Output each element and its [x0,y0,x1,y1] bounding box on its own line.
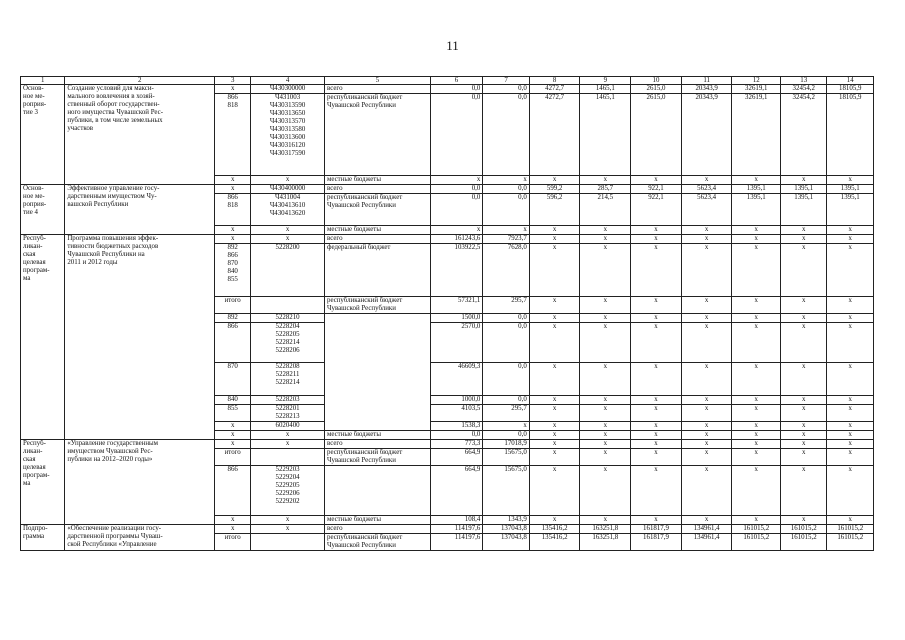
gr-code-cell: x [215,226,251,235]
value-cell: 0,0 [483,396,529,405]
kbk-code-cell: x [251,235,325,244]
value-cell: x [580,396,631,405]
funding-source-cell: местные бюджеты [325,431,431,440]
value-cell: x [732,226,781,235]
value-cell: 163251,8 [580,525,631,534]
kbk-code-cell: 6020400 [251,422,325,431]
value-cell: x [781,235,827,244]
table-row [21,185,874,194]
empty-cell [325,314,431,431]
value-cell: x [681,226,732,235]
value-cell: x [781,314,827,323]
value-cell: 1538,3 [430,422,483,431]
value-cell: x [580,422,631,431]
value-cell: 46609,3 [430,363,483,396]
value-cell: 15675,0 [483,449,529,466]
value-cell: x [529,297,580,314]
value-cell: 114197,6 [430,534,483,551]
value-cell: x [827,235,874,244]
value-cell: x [631,405,682,422]
value-cell: 1000,0 [430,396,483,405]
value-cell: 1395,1 [781,194,827,226]
gr-code-cell: x [215,422,251,431]
funding-source-cell: всего [325,85,431,94]
gr-code-cell: 892 [215,314,251,323]
value-cell: 0,0 [483,194,529,226]
value-cell: x [529,396,580,405]
value-cell: x [827,405,874,422]
table-row [21,525,874,534]
value-cell: x [827,363,874,396]
table-row [21,85,874,94]
value-cell: 32454,2 [781,85,827,94]
column-number-row [21,77,874,85]
value-cell: 114197,6 [430,525,483,534]
value-cell: 161817,9 [631,534,682,551]
value-cell: x [580,226,631,235]
value-cell: x [631,235,682,244]
value-cell: x [631,314,682,323]
value-cell: 664,9 [430,449,483,466]
value-cell: x [732,314,781,323]
value-cell: 17018,9 [483,440,529,449]
value-cell: x [827,297,874,314]
value-cell: x [827,516,874,525]
value-cell: x [732,422,781,431]
value-cell: 0,0 [430,431,483,440]
gr-code-cell: 870 [215,363,251,396]
value-cell: x [781,244,827,297]
value-cell: 57321,1 [430,297,483,314]
program-description: «Управление государственным имуществом Чувашской Рес- публики на 2012–2020 годы» [65,440,215,525]
gr-code-cell: итого [215,449,251,466]
value-cell: 0,0 [483,85,529,94]
value-cell: 2615,0 [631,94,682,176]
kbk-code-cell: x [251,525,325,534]
funding-source-cell: всего [325,185,431,194]
table-body [21,77,874,551]
value-cell: 135416,2 [529,534,580,551]
value-cell: x [827,314,874,323]
value-cell: x [827,176,874,185]
value-cell: x [631,466,682,516]
value-cell: 0,0 [483,94,529,176]
value-cell: 4272,7 [529,94,580,176]
value-cell: x [580,314,631,323]
funding-source-cell: местные бюджеты [325,516,431,525]
value-cell: x [483,422,529,431]
budget-table [20,76,874,551]
funding-source-cell: всего [325,235,431,244]
header-cell: 5 [325,77,431,85]
value-cell: 161015,2 [827,525,874,534]
value-cell: x [781,466,827,516]
funding-source-cell: республиканский бюджет Чувашской Республики [325,194,431,226]
value-cell: x [631,396,682,405]
value-cell: 1465,1 [580,94,631,176]
kbk-code-cell: Ч431003 Ч430313590 Ч430313650 Ч430313570 Ч430313580 Ч430313600 Ч430316120 Ч430317590 [251,94,325,176]
value-cell: 1395,1 [827,185,874,194]
funding-source-cell: всего [325,525,431,534]
activity-description: Эффективное управление госу- дарственным имуществом Чу- вашской Республики [65,185,215,235]
value-cell: x [580,363,631,396]
kbk-code-cell: 5229203 5229204 5229205 5229206 5229202 [251,466,325,516]
funding-source-cell: республиканский бюджет Чувашской Республики [325,449,431,466]
value-cell: x [580,297,631,314]
value-cell: 285,7 [580,185,631,194]
value-cell: 2615,0 [631,85,682,94]
kbk-code-cell: 5228203 [251,396,325,405]
value-cell: x [732,466,781,516]
value-cell: x [681,431,732,440]
funding-source-cell: местные бюджеты [325,226,431,235]
value-cell: x [580,440,631,449]
funding-source-cell: республиканский бюджет Чувашской Республики [325,534,431,551]
gr-code-cell: 866 [215,466,251,516]
value-cell: 18105,9 [827,85,874,94]
value-cell: 7628,0 [483,244,529,297]
gr-code-cell: 866 818 [215,194,251,226]
kbk-code-cell: x [251,440,325,449]
value-cell: x [631,363,682,396]
kbk-code-cell: 5228210 [251,314,325,323]
value-cell: x [529,244,580,297]
value-cell: 0,0 [430,94,483,176]
value-cell: x [580,431,631,440]
value-cell: 163251,8 [580,534,631,551]
value-cell: x [529,440,580,449]
table-row [21,440,874,449]
value-cell: x [529,323,580,363]
value-cell: 161243,6 [430,235,483,244]
value-cell: 5623,4 [681,185,732,194]
value-cell: x [681,440,732,449]
value-cell: 0,0 [483,431,529,440]
kbk-code-cell: x [251,516,325,525]
header-cell: 14 [827,77,874,85]
value-cell: x [827,244,874,297]
value-cell: x [781,396,827,405]
program-label: Респуб- ликан- ская целевая програм- ма [21,235,65,440]
value-cell: 0,0 [483,185,529,194]
header-cell: 7 [483,77,529,85]
gr-code-cell: x [215,185,251,194]
value-cell: 134961,4 [681,534,732,551]
header-cell: 6 [430,77,483,85]
kbk-code-cell: Ч431004 Ч430413610 Ч430413620 [251,194,325,226]
value-cell: x [580,244,631,297]
gr-code-cell: x [215,235,251,244]
value-cell: 214,5 [580,194,631,226]
value-cell: x [681,363,732,396]
funding-source-cell: республиканский бюджет Чувашской Республики [325,297,431,314]
gr-code-cell: 855 [215,405,251,422]
value-cell: x [681,176,732,185]
gr-code-cell: x [215,176,251,185]
value-cell: x [631,297,682,314]
header-cell: 3 [215,77,251,85]
value-cell: 1343,9 [483,516,529,525]
value-cell: 103922,5 [430,244,483,297]
value-cell: x [681,422,732,431]
value-cell: x [529,466,580,516]
activity-description: Создание условий для макси- мального вовлечения в хозяй- ственный оборот государствен- ного имущества Чувашской Рес- публики, в том числе земельных участков [65,85,215,185]
value-cell: x [781,226,827,235]
value-cell: x [631,226,682,235]
gr-code-cell: итого [215,297,251,314]
value-cell: x [732,431,781,440]
kbk-code-cell: x [251,176,325,185]
value-cell: x [529,405,580,422]
value-cell: 1395,1 [732,185,781,194]
value-cell: x [827,226,874,235]
value-cell: x [681,235,732,244]
value-cell: x [827,323,874,363]
value-cell: 295,7 [483,297,529,314]
value-cell: x [529,226,580,235]
program-description: Программа повышения эффек- тивности бюджетных расходов Чувашской Республики на 2011 и 2012 годы [65,235,215,440]
value-cell: 922,1 [631,185,682,194]
value-cell: x [631,176,682,185]
value-cell: x [827,422,874,431]
value-cell: 161015,2 [781,525,827,534]
value-cell: 922,1 [631,194,682,226]
value-cell: x [732,244,781,297]
value-cell: x [732,516,781,525]
value-cell: 1395,1 [827,194,874,226]
kbk-code-cell [251,534,325,551]
gr-code-cell: x [215,525,251,534]
kbk-code-cell: Ч430300000 [251,85,325,94]
value-cell: x [681,396,732,405]
header-cell: 9 [580,77,631,85]
value-cell: 599,2 [529,185,580,194]
gr-code-cell: 840 [215,396,251,405]
value-cell: 0,0 [430,85,483,94]
value-cell: x [732,449,781,466]
value-cell: x [631,323,682,363]
value-cell: 4272,7 [529,85,580,94]
kbk-code-cell: Ч430400000 [251,185,325,194]
value-cell: 18105,9 [827,94,874,176]
value-cell: x [580,449,631,466]
value-cell: 161015,2 [781,534,827,551]
value-cell: x [580,323,631,363]
value-cell: 32619,1 [732,94,781,176]
value-cell: 1395,1 [781,185,827,194]
gr-code-cell: 866 818 [215,94,251,176]
value-cell: x [631,422,682,431]
value-cell: 161817,9 [631,525,682,534]
value-cell: 1500,0 [430,314,483,323]
value-cell: 137043,8 [483,525,529,534]
value-cell: x [827,440,874,449]
value-cell: x [781,176,827,185]
value-cell: x [529,176,580,185]
activity-label: Основ- ное ме- роприя- тие 4 [21,185,65,235]
value-cell: x [781,431,827,440]
value-cell: x [681,405,732,422]
header-cell: 4 [251,77,325,85]
value-cell: x [580,516,631,525]
header-cell: 8 [529,77,580,85]
value-cell: x [827,431,874,440]
value-cell: x [529,422,580,431]
value-cell: 0,0 [430,185,483,194]
value-cell: x [781,440,827,449]
header-cell: 2 [65,77,215,85]
gr-code-cell: 866 [215,323,251,363]
value-cell: x [781,449,827,466]
value-cell: 1465,1 [580,85,631,94]
value-cell: x [631,440,682,449]
kbk-code-cell: 5228201 5228213 [251,405,325,422]
subprogram-description: «Обеспечение реализации госу- дарственной программы Чуваш- ской Республики «Управление [65,525,215,551]
value-cell: 773,3 [430,440,483,449]
value-cell: x [529,363,580,396]
funding-source-cell: федеральный бюджет [325,244,431,297]
value-cell: x [631,431,682,440]
value-cell: x [580,405,631,422]
value-cell: 161015,2 [732,534,781,551]
kbk-code-cell: 5228200 [251,244,325,297]
value-cell: x [681,449,732,466]
activity-label: Основ- ное ме- роприя- тие 3 [21,85,65,185]
value-cell: x [529,235,580,244]
value-cell: 4103,5 [430,405,483,422]
value-cell: x [827,396,874,405]
value-cell: x [529,449,580,466]
kbk-code-cell: 5228204 5228205 5228214 5228206 [251,323,325,363]
value-cell: x [631,516,682,525]
value-cell: 137043,8 [483,534,529,551]
gr-code-cell: x [215,516,251,525]
value-cell: 596,2 [529,194,580,226]
value-cell: 32454,2 [781,94,827,176]
value-cell: x [732,297,781,314]
value-cell: 134961,4 [681,525,732,534]
value-cell: x [781,323,827,363]
value-cell: x [681,466,732,516]
value-cell: x [580,176,631,185]
kbk-code-cell: 5228208 5228211 5228214 [251,363,325,396]
value-cell: x [631,449,682,466]
value-cell: x [631,244,682,297]
page-number: 11 [446,38,459,53]
value-cell: 0,0 [483,314,529,323]
header-cell: 11 [681,77,732,85]
value-cell: x [732,323,781,363]
header-cell: 10 [631,77,682,85]
value-cell: x [827,466,874,516]
gr-code-cell: итого [215,534,251,551]
value-cell: 20343,9 [681,85,732,94]
header-cell: 13 [781,77,827,85]
funding-source-cell: всего [325,440,431,449]
value-cell: 135416,2 [529,525,580,534]
value-cell: 161015,2 [827,534,874,551]
value-cell: 108,4 [430,516,483,525]
value-cell: x [781,422,827,431]
value-cell: 1395,1 [732,194,781,226]
funding-source-cell: местные бюджеты [325,176,431,185]
gr-code-cell: x [215,431,251,440]
value-cell: 32619,1 [732,85,781,94]
gr-code-cell: x [215,440,251,449]
value-cell: x [580,466,631,516]
value-cell: 20343,9 [681,94,732,176]
value-cell: x [732,440,781,449]
value-cell: 161015,2 [732,525,781,534]
gr-code-cell: 892 866 870 840 855 [215,244,251,297]
value-cell: x [430,226,483,235]
value-cell: x [827,449,874,466]
value-cell: x [781,363,827,396]
value-cell: 5623,4 [681,194,732,226]
value-cell: x [732,405,781,422]
kbk-code-cell [251,449,325,466]
value-cell: x [529,314,580,323]
value-cell: x [529,516,580,525]
gr-code-cell: x [215,85,251,94]
value-cell: 0,0 [483,363,529,396]
value-cell: x [732,363,781,396]
value-cell: x [732,396,781,405]
value-cell: x [781,297,827,314]
header-cell: 1 [21,77,65,85]
kbk-code-cell [251,297,325,314]
value-cell: 7923,7 [483,235,529,244]
value-cell: 0,0 [430,194,483,226]
kbk-code-cell: x [251,431,325,440]
value-cell: x [732,235,781,244]
value-cell: x [430,176,483,185]
value-cell: x [681,297,732,314]
value-cell: x [732,176,781,185]
value-cell: x [681,516,732,525]
value-cell: x [681,244,732,297]
value-cell: x [681,314,732,323]
value-cell: x [580,235,631,244]
value-cell: 295,7 [483,405,529,422]
value-cell: 2570,0 [430,323,483,363]
value-cell: 15675,0 [483,466,529,516]
program-label: Респуб- ликан- ская целевая програм- ма [21,440,65,525]
value-cell: x [529,431,580,440]
table-row [21,235,874,244]
header-cell: 12 [732,77,781,85]
subprogram-label: Подпро- грамма [21,525,65,551]
value-cell: 0,0 [483,323,529,363]
value-cell: 664,9 [430,466,483,516]
value-cell: x [681,323,732,363]
kbk-code-cell: x [251,226,325,235]
value-cell: x [781,516,827,525]
value-cell: x [483,226,529,235]
funding-source-cell: республиканский бюджет Чувашской Республики [325,94,431,176]
value-cell: x [483,176,529,185]
empty-cell [325,466,431,516]
value-cell: x [781,405,827,422]
